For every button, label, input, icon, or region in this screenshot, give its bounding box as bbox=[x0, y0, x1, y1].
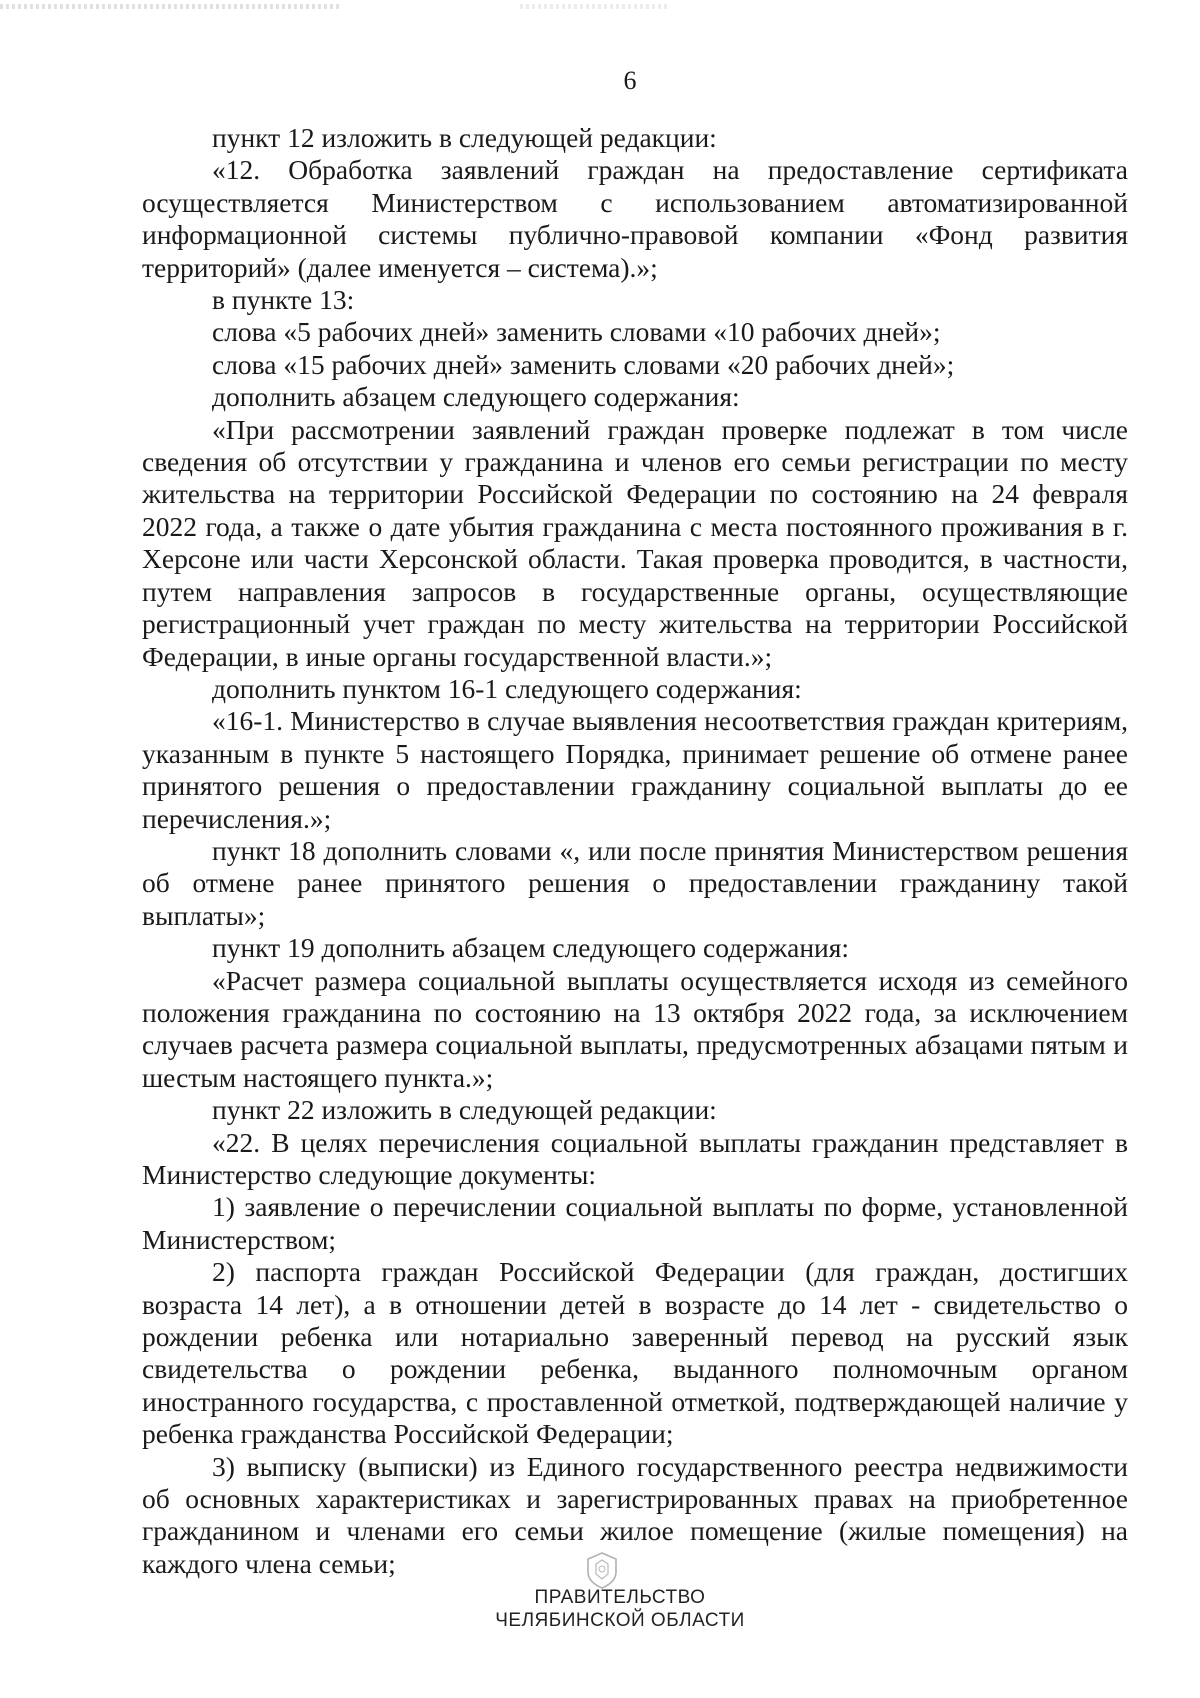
paragraph: «При рассмотрении заявлений граждан проверке подлежат в том числе сведения об отсутствии у гражданина и членов его семьи регистрации по месту жительства на территории Российской Федерации по состоянию на 24 февраля 2022 года, а также о дате убытия гражданина с места постоянного проживания в г. Херсоне или части Херсонской области. Такая проверка проводится, в частности, путем направления запросов в государственные органы, осуществляющие регистрационный учет граждан по месту жительства на территории Российской Федерации, в иные органы государственной власти.»; bbox=[142, 413, 1128, 672]
paragraph: пункт 12 изложить в следующей редакции: bbox=[212, 122, 717, 153]
paragraph: 2) паспорта граждан Российской Федерации (для граждан, достигших возраста 14 лет), а в отношении детей в возрасте до 14 лет - свидетельство о рождении ребенка или нотариально заверенный перевод на русский язык свидетельства о рождении ребенка, выданного полномочным органом иностранного государства, с проставленной отметкой, подтверждающей наличие у ребенка гражданства Российской Федерации; bbox=[142, 1256, 1128, 1450]
paragraph: в пункте 13: bbox=[212, 284, 355, 316]
stamp-line-1: ПРАВИТЕЛЬСТВО bbox=[534, 1587, 706, 1608]
page-number: 6 bbox=[623, 66, 637, 95]
paragraph: пункт 19 дополнить абзацем следующего содержания: bbox=[212, 932, 850, 964]
paragraph: дополнить пунктом 16-1 следующего содержания: bbox=[212, 672, 802, 704]
paragraph: пункт 22 изложить в следующей редакции: bbox=[212, 1094, 717, 1126]
scan-artifact bbox=[0, 4, 340, 9]
paragraph: слова «15 рабочих дней» заменить словами «20 рабочих дней»; bbox=[212, 348, 955, 380]
paragraph: «22. В целях перечисления социальной выплаты гражданин представляет в Министерство следующие документы: bbox=[142, 1126, 1128, 1190]
paragraph: дополнить абзацем следующего содержания: bbox=[212, 381, 740, 413]
paragraph: пункт 18 дополнить словами «, или после принятия Министерством решения об отмене ранее принятого решения о предоставлении гражданину такой выплаты»; bbox=[142, 834, 1128, 931]
document-body bbox=[142, 122, 1128, 1580]
paragraph: «16-1. Министерство в случае выявления несоответствия граждан критериям, указанным в пункте 5 настоящего Порядка, принимает решение об отмене ранее принятого решения о предоставлении гражданину социальной выплаты до ее перечисления.»; bbox=[142, 705, 1128, 834]
paragraph: «12. Обработка заявлений граждан на предоставление сертификата осуществляется Министерством с использованием автоматизированной информационной системы публично-правовой компании «Фонд развития территорий» (далее именуется – система).»; bbox=[142, 154, 1128, 283]
government-stamp bbox=[440, 1586, 800, 1632]
coat-of-arms-icon bbox=[582, 1550, 622, 1590]
stamp-line-2: ЧЕЛЯБИНСКОЙ ОБЛАСТИ bbox=[495, 1610, 745, 1631]
scan-artifact bbox=[520, 4, 670, 9]
paragraph: «Расчет размера социальной выплаты осуществляется исходя из семейного положения гражданина по состоянию на 13 октября 2022 года, за исключением случаев расчета размера социальной выплаты, предусмотренных абзацами пятым и шестым настоящего пункта.»; bbox=[142, 964, 1128, 1093]
paragraph: слова «5 рабочих дней» заменить словами «10 рабочих дней»; bbox=[212, 316, 941, 348]
paragraph: 1) заявление о перечислении социальной выплаты по форме, установленной Министерством; bbox=[142, 1191, 1128, 1255]
paragraph: 3) выписку (выписки) из Единого государственного реестра недвижимости об основных характеристиках и зарегистрированных правах на приобретенное гражданином и членами его семьи жилое помещение (жилые помещения) на каждого члена семьи; bbox=[142, 1450, 1128, 1579]
